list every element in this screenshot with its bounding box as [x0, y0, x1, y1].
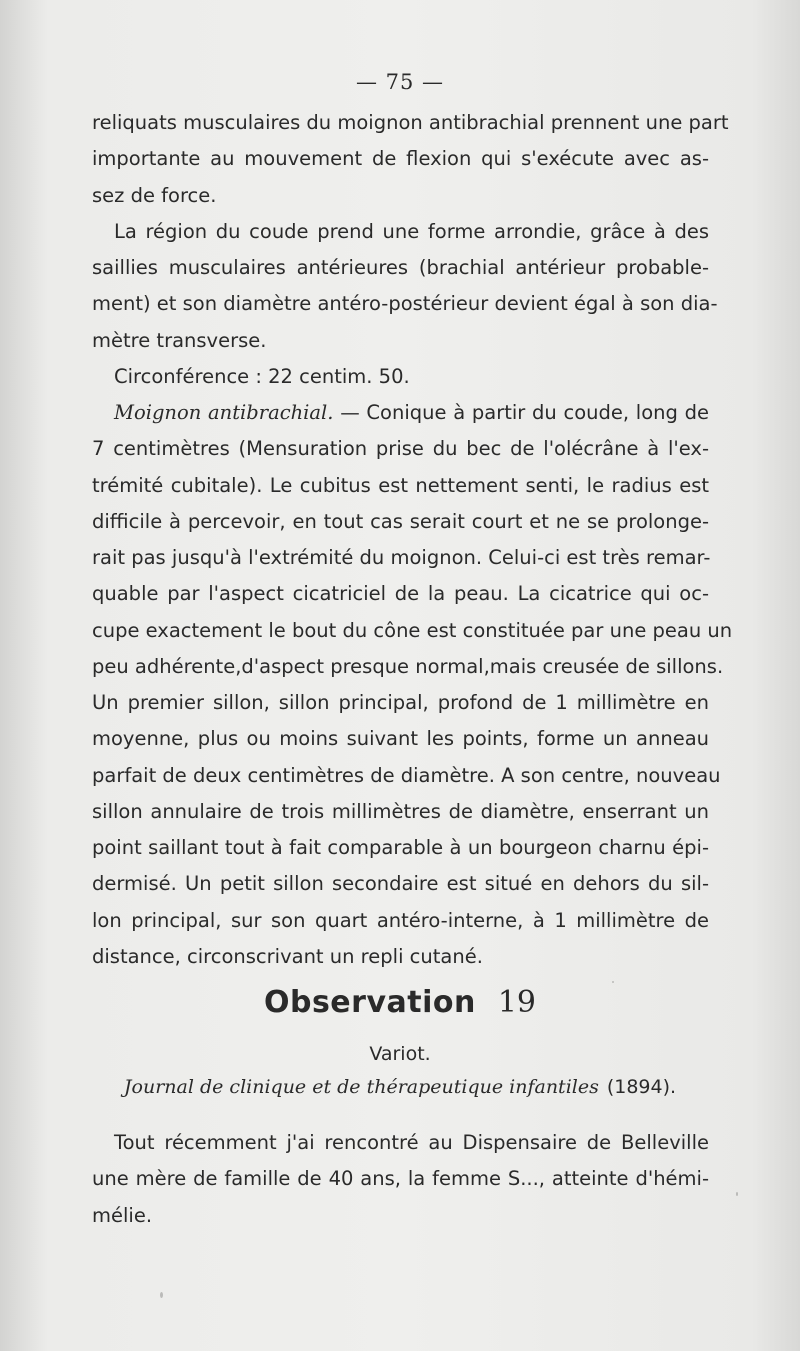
text-line: distance, circonscrivant un repli cutané. — [92, 944, 483, 968]
italic-heading-run: Moignon antibrachial. — [114, 401, 334, 424]
text-line: Circonférence : 22 centim. 50. — [114, 364, 410, 388]
text-line: quable par l'aspect cicatriciel de la peau. La cicatrice qui oc- — [92, 582, 709, 606]
text-line: mélie. — [92, 1203, 153, 1227]
text-line: lon principal, sur son quart antéro-interne, à 1 millimètre de — [92, 908, 709, 932]
paper-speck — [612, 981, 614, 983]
text-line: parfait de deux centimètres de diamètre. A son centre, nouveau — [92, 763, 721, 787]
text-line: 7 centimètres (Mensuration prise du bec de l'olécrâne à l'ex- — [92, 437, 709, 461]
text-line: sez de force. — [92, 183, 217, 207]
text-line: rait pas jusqu'à l'extrémité du moignon. Celui-ci est très remar- — [92, 546, 711, 569]
text-line: difficile à percevoir, en tout cas serait court et ne se prolonge- — [92, 509, 709, 533]
text-line: Tout récemment j'ai rencontré au Dispensaire de Belleville — [114, 1131, 709, 1154]
journal-title: Journal de clinique et de thérapeutique infantiles — [123, 1076, 599, 1098]
text-line: Un premier sillon, sillon principal, profond de 1 millimètre en — [92, 691, 709, 714]
text-line: mètre transverse. — [92, 328, 267, 352]
text-line: sillon annulaire de trois millimètres de diamètre, enserrant un — [92, 799, 709, 823]
page-number: — 75 — — [355, 70, 445, 94]
text-line: dermisé. Un petit sillon secondaire est situé en dehors du sil- — [92, 872, 709, 896]
text-line: cupe exactement le bout du cône est constituée par une peau un — [92, 618, 733, 642]
paper-speck — [160, 1292, 163, 1298]
observation-source — [0, 1073, 800, 1101]
observation-number: 19 — [497, 985, 537, 1020]
text-line: moyenne, plus ou moins suivant les points, forme un anneau — [92, 727, 709, 751]
observation-author: Variot. — [369, 1043, 431, 1065]
text-line-with-italic — [92, 395, 709, 431]
text-line: saillies musculaires antérieures (brachial antérieur probable- — [92, 256, 709, 279]
text-line: ment) et son diamètre antéro-postérieur devient égal à son dia- — [92, 292, 718, 316]
closing-paragraph — [92, 1125, 709, 1234]
text-run: — Conique à partir du coude, long de — [333, 401, 709, 424]
body-text — [92, 105, 733, 975]
observation-heading — [0, 985, 800, 1021]
paper-speck — [736, 1192, 738, 1196]
text-line: trémité cubitale). Le cubitus est nettement senti, le radius est — [92, 473, 709, 497]
text-line: point saillant tout à fait comparable à un bourgeon charnu épi- — [92, 836, 709, 859]
journal-year: (1894). — [606, 1076, 677, 1098]
text-line: reliquats musculaires du moignon antibrachial prennent une part — [92, 111, 729, 134]
text-line: peu adhérente,d'aspect presque normal,mais creusée de sillons. — [92, 654, 724, 678]
text-line: une mère de famille de 40 ans, la femme S..., atteinte d'hémi- — [92, 1167, 709, 1191]
text-line: importante au mouvement de flexion qui s'exécute avec as- — [92, 147, 709, 171]
observation-word: Observation — [263, 985, 476, 1020]
text-line: La région du coude prend une forme arrondie, grâce à des — [114, 219, 709, 243]
